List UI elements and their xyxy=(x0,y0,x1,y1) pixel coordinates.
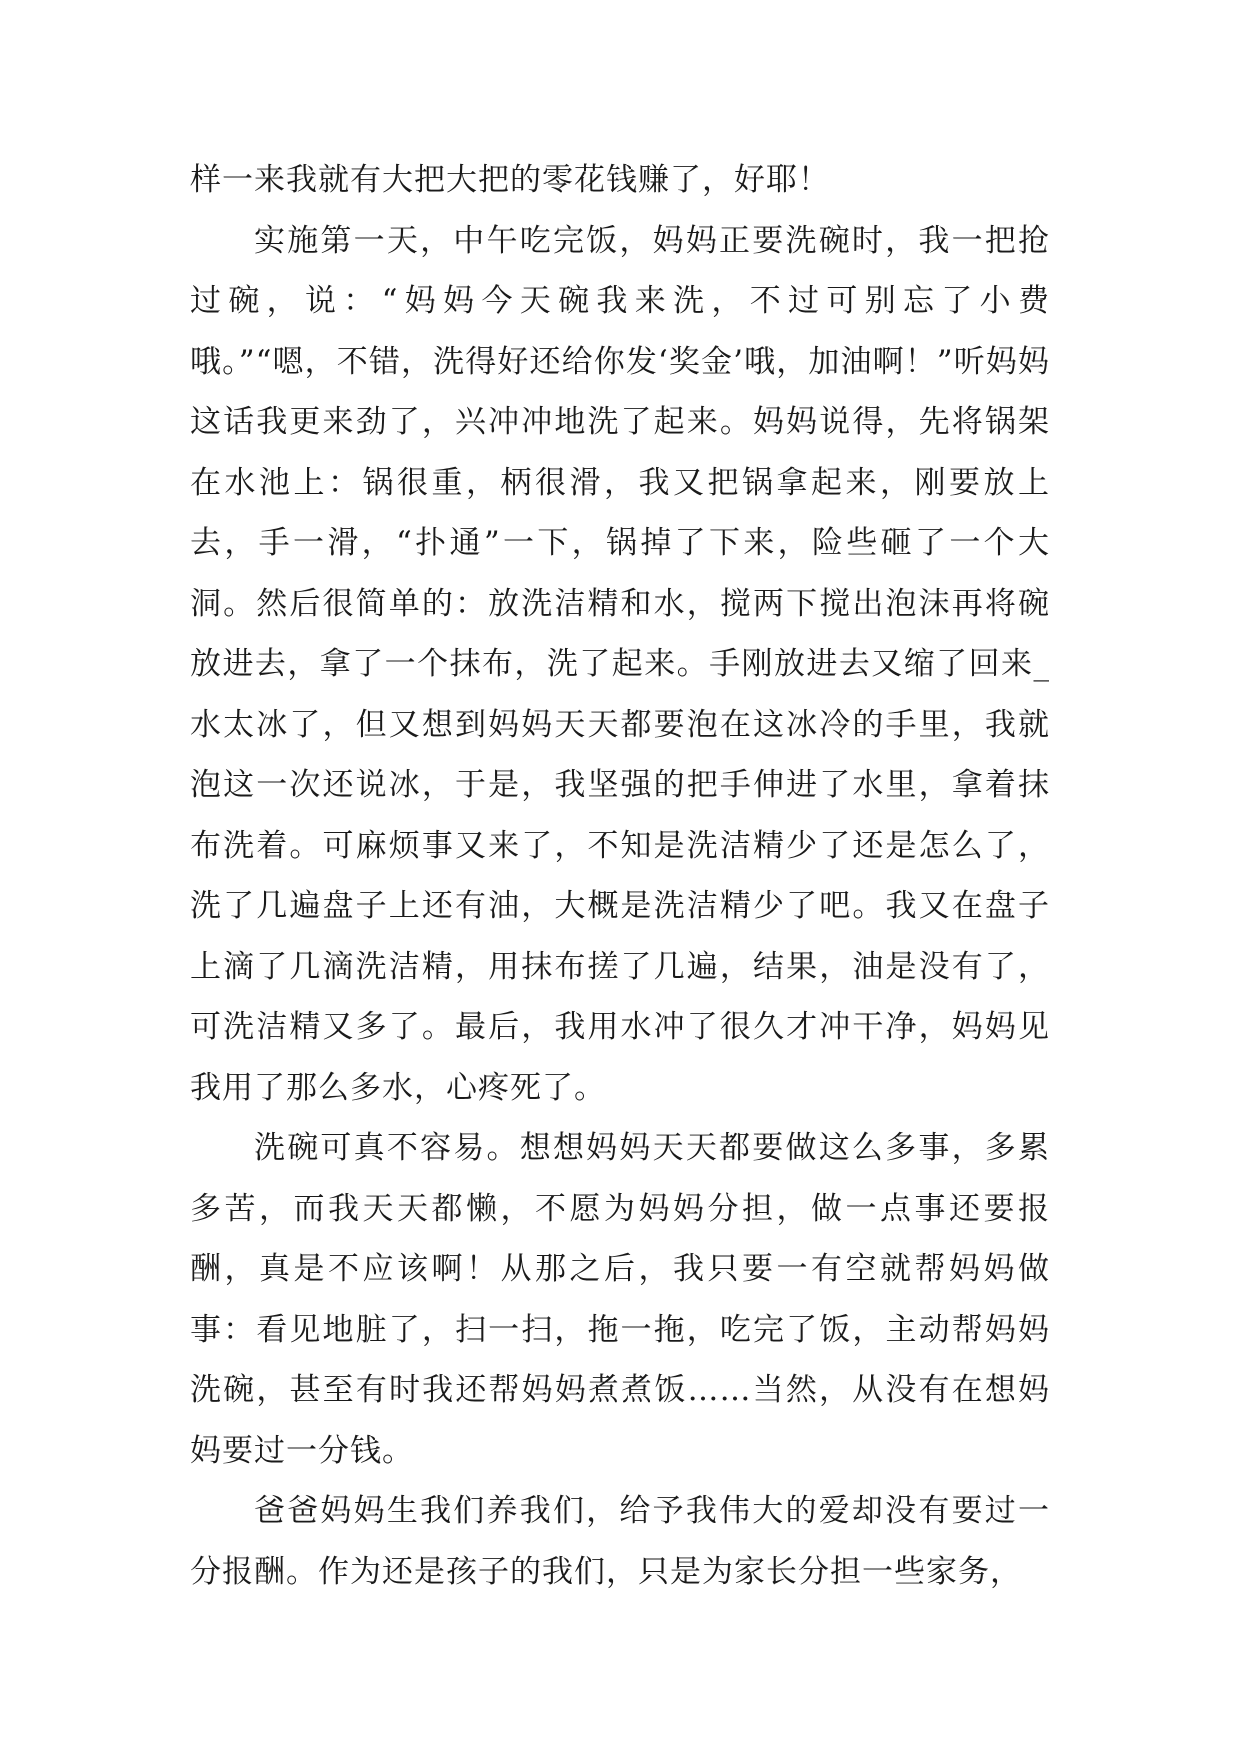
paragraph-2: 实施第一天，中午吃完饭，妈妈正要洗碗时，我一把抢过碗，说：“妈妈今天碗我来洗，不过可别忘了小费哦。”“嗯，不错，洗得好还给你发‘奖金’哦，加油啊！”听妈妈这话我更来劲了，兴冲冲地洗了起来。妈妈说得，先将锅架在水池上：锅很重，柄很滑，我又把锅拿起来，刚要放上去，手一滑，“扑通”一下，锅掉了下来，险些砸了一个大洞。然后很简单的：放洗洁精和水，搅两下搅出泡沫再将碗放进去，拿了一个抹布，洗了起来。手刚放进去又缩了回来_水太冰了，但又想到妈妈天天都要泡在这冰冷的手里，我就泡这一次还说冰，于是，我坚强的把手伸进了水里，拿着抹布洗着。可麻烦事又来了，不知是洗洁精少了还是怎么了，洗了几遍盘子上还有油，大概是洗洁精少了吧。我又在盘子上滴了几滴洗洁精，用抹布搓了几遍，结果，油是没有了，可洗洁精又多了。最后，我用水冲了很久才冲干净，妈妈见我用了那么多水，心疼死了。 xyxy=(190,222,1050,1106)
paragraph-1: 样一来我就有大把大把的零花钱赚了，好耶！ xyxy=(190,162,830,198)
paragraph-4: 爸爸妈妈生我们养我们，给予我伟大的爱却没有要过一分报酬。作为还是孩子的我们，只是为家长分担一些家务， xyxy=(190,1493,1050,1590)
paragraph-3: 洗碗可真不容易。想想妈妈天天都要做这么多事，多累多苦，而我天天都懒，不愿为妈妈分担，做一点事还要报酬，真是不应该啊！从那之后，我只要一有空就帮妈妈做事：看见地脏了，扫一扫，拖一拖，吃完了饭，主动帮妈妈洗碗，甚至有时我还帮妈妈煮煮饭……当然，从没有在想妈妈要过一分钱。 xyxy=(190,1130,1050,1469)
article-body xyxy=(190,150,1050,1602)
